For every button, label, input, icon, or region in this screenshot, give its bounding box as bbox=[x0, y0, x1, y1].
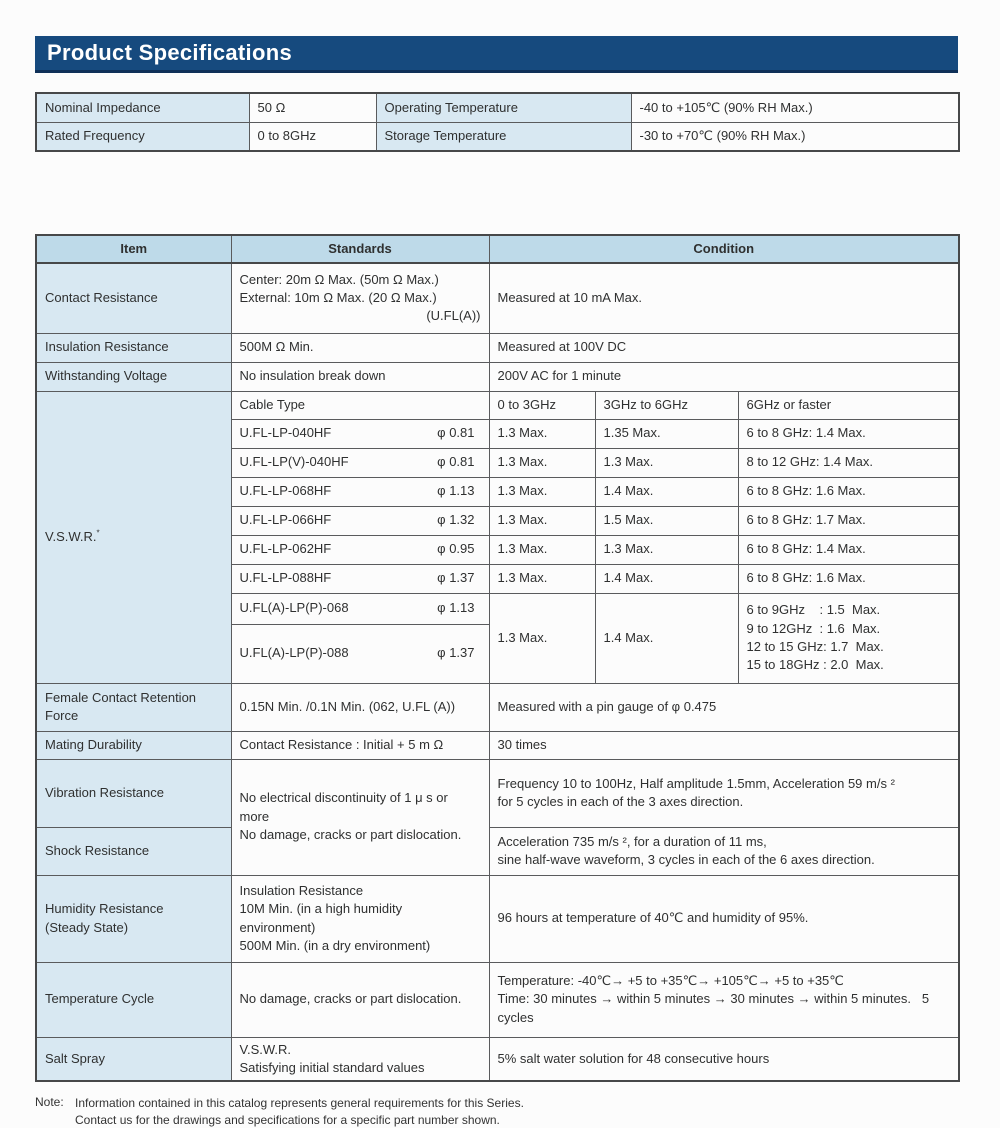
rated-frequency-label: Rated Frequency bbox=[36, 122, 249, 151]
standards-vibration-shock bbox=[231, 759, 489, 875]
row-female-contact-retention bbox=[36, 683, 959, 731]
condition-line: Time: 30 minutes → within 5 minutes → 30 minutes → within 5 minutes. 5 cycles bbox=[497, 991, 933, 1025]
vswr-band2-value: 1.4 Max. bbox=[595, 564, 738, 593]
row-shock-resistance bbox=[36, 827, 959, 875]
item-line: (Steady State) bbox=[45, 919, 129, 935]
column-header-standards: Standards bbox=[231, 235, 489, 263]
vswr-band3-value: 6 to 8 GHz: 1.6 Max. bbox=[738, 477, 959, 506]
cable-diameter: φ 1.13 bbox=[437, 483, 475, 499]
cable-name: U.FL-LP-066HF bbox=[239, 512, 332, 528]
cable-name: U.FL-LP-068HF bbox=[239, 483, 332, 499]
item-line: Humidity Resistance bbox=[45, 901, 164, 917]
item-salt-spray: Salt Spray bbox=[36, 1037, 231, 1081]
spec-header-row bbox=[36, 235, 959, 263]
standards-line: V.S.W.R. bbox=[239, 1041, 292, 1057]
spec-table bbox=[35, 234, 960, 1082]
condition-humidity-resistance: 96 hours at temperature of 40℃ and humidity of 95%. bbox=[489, 875, 959, 962]
item-humidity-resistance bbox=[36, 875, 231, 962]
row-withstanding-voltage bbox=[36, 362, 959, 391]
item-vswr bbox=[36, 391, 231, 683]
footnote-line: Contact us for the drawings and specifications for a specific part number shown. bbox=[75, 1112, 500, 1127]
cable-diameter: φ 1.37 bbox=[437, 645, 475, 661]
vswr-band3-header: 6GHz or faster bbox=[738, 391, 959, 419]
footnote-label: Note: bbox=[35, 1095, 64, 1110]
vswr-cable-cell bbox=[231, 535, 489, 564]
vswr-band1-value: 1.3 Max. bbox=[489, 448, 595, 477]
standards-withstanding-voltage: No insulation break down bbox=[231, 362, 489, 391]
cable-name: U.FL-LP-062HF bbox=[239, 541, 332, 557]
vswr-cable-cell bbox=[231, 448, 489, 477]
vswr-band2-value: 1.4 Max. bbox=[595, 477, 738, 506]
storage-temperature-value: -30 to +70℃ (90% RH Max.) bbox=[631, 122, 959, 151]
vswr-band3-value-merged bbox=[738, 593, 959, 683]
vswr-band2-value: 1.35 Max. bbox=[595, 419, 738, 448]
condition-contact-resistance: Measured at 10 mA Max. bbox=[489, 263, 959, 333]
vswr-band1-value: 1.3 Max. bbox=[489, 535, 595, 564]
standards-line: Satisfying initial standard values bbox=[239, 1059, 425, 1075]
nominal-impedance-label: Nominal Impedance bbox=[36, 93, 249, 122]
vswr-cable-cell bbox=[231, 593, 489, 624]
vswr-band3-value: 6 to 8 GHz: 1.4 Max. bbox=[738, 419, 959, 448]
operating-temperature-label: Operating Temperature bbox=[376, 93, 631, 122]
footnote-line: Information contained in this catalog represents general requirements for this Series. bbox=[75, 1096, 524, 1111]
standards-line: No damage, cracks or part dislocation. bbox=[239, 827, 462, 843]
item-shock-resistance: Shock Resistance bbox=[36, 827, 231, 875]
vswr-band1-value: 1.3 Max. bbox=[489, 477, 595, 506]
condition-line: Temperature: -40℃→ +5 to +35℃→ +105℃→ +5 to +35℃ bbox=[497, 972, 844, 988]
condition-shock-resistance bbox=[489, 827, 959, 875]
condition-mating-durability: 30 times bbox=[489, 731, 959, 759]
item-temperature-cycle: Temperature Cycle bbox=[36, 962, 231, 1037]
standards-female-contact-retention: 0.15N Min. /0.1N Min. (062, U.FL (A)) bbox=[231, 683, 489, 731]
vswr-band3-value: 8 to 12 GHz: 1.4 Max. bbox=[738, 448, 959, 477]
standards-line: Insulation Resistance bbox=[239, 882, 364, 898]
quick-specs-row bbox=[36, 122, 959, 151]
condition-line: Frequency 10 to 100Hz, Half amplitude 1.5mm, Acceleration 59 m/s ² bbox=[497, 775, 895, 791]
condition-temperature-cycle bbox=[489, 962, 959, 1037]
vswr-band1-value: 1.3 Max. bbox=[489, 419, 595, 448]
vswr-band2-value: 1.3 Max. bbox=[595, 535, 738, 564]
cable-diameter: φ 0.95 bbox=[437, 541, 475, 557]
cable-name: U.FL(A)-LP(P)-088 bbox=[239, 645, 349, 661]
condition-withstanding-voltage: 200V AC for 1 minute bbox=[489, 362, 959, 391]
vswr-band3-line: 6 to 9GHz : 1.5 Max. bbox=[746, 602, 881, 618]
vswr-band3-value: 6 to 8 GHz: 1.7 Max. bbox=[738, 506, 959, 535]
nominal-impedance-value: 50 Ω bbox=[249, 93, 376, 122]
standards-mating-durability: Contact Resistance : Initial + 5 m Ω bbox=[231, 731, 489, 759]
condition-female-contact-retention: Measured with a pin gauge of φ 0.475 bbox=[489, 683, 959, 731]
vswr-band3-value: 6 to 8 GHz: 1.6 Max. bbox=[738, 564, 959, 593]
vswr-band3-line: 15 to 18GHz : 2.0 Max. bbox=[746, 657, 884, 673]
condition-line: sine half-wave waveform, 3 cycles in each of the 6 axes direction. bbox=[497, 852, 875, 867]
vswr-cable-type-header: Cable Type bbox=[231, 391, 489, 419]
cable-name: U.FL-LP-040HF bbox=[239, 425, 332, 441]
vswr-cable-cell bbox=[231, 419, 489, 448]
row-vibration-resistance bbox=[36, 759, 959, 827]
vswr-cable-cell bbox=[231, 564, 489, 593]
row-temperature-cycle bbox=[36, 962, 959, 1037]
cable-diameter: φ 0.81 bbox=[437, 454, 475, 470]
cable-name: U.FL-LP(V)-040HF bbox=[239, 454, 349, 470]
row-contact-resistance bbox=[36, 263, 959, 333]
item-vibration-resistance: Vibration Resistance bbox=[36, 759, 231, 827]
item-mating-durability: Mating Durability bbox=[36, 731, 231, 759]
storage-temperature-label: Storage Temperature bbox=[376, 122, 631, 151]
vswr-band2-value: 1.5 Max. bbox=[595, 506, 738, 535]
vswr-band3-value: 6 to 8 GHz: 1.4 Max. bbox=[738, 535, 959, 564]
quick-specs-row bbox=[36, 93, 959, 122]
standards-insulation-resistance: 500M Ω Min. bbox=[231, 333, 489, 362]
vswr-cable-cell bbox=[231, 506, 489, 535]
row-humidity-resistance bbox=[36, 875, 959, 962]
condition-insulation-resistance: Measured at 100V DC bbox=[489, 333, 959, 362]
column-header-item: Item bbox=[36, 235, 231, 263]
standards-line: 10M Min. (in a high humidity environment) bbox=[239, 901, 403, 935]
cable-diameter: φ 1.13 bbox=[437, 600, 475, 616]
vswr-band3-line: 9 to 12GHz : 1.6 Max. bbox=[746, 620, 881, 636]
vswr-band3-line: 12 to 15 GHz: 1.7 Max. bbox=[746, 639, 884, 654]
vswr-band1-header: 0 to 3GHz bbox=[489, 391, 595, 419]
standards-humidity-resistance bbox=[231, 875, 489, 962]
cable-name: U.FL(A)-LP(P)-068 bbox=[239, 600, 349, 616]
condition-salt-spray: 5% salt water solution for 48 consecutive hours bbox=[489, 1037, 959, 1081]
condition-line: for 5 cycles in each of the 3 axes direction. bbox=[497, 794, 744, 809]
row-salt-spray bbox=[36, 1037, 959, 1081]
item-female-contact-retention: Female Contact Retention Force bbox=[36, 683, 231, 731]
row-mating-durability bbox=[36, 731, 959, 759]
vswr-band2-header: 3GHz to 6GHz bbox=[595, 391, 738, 419]
item-withstanding-voltage: Withstanding Voltage bbox=[36, 362, 231, 391]
vswr-band2-value-merged: 1.4 Max. bbox=[595, 593, 738, 683]
vswr-cable-cell bbox=[231, 624, 489, 683]
standards-line: Center: 20m Ω Max. (50m Ω Max.) bbox=[239, 271, 439, 287]
cable-diameter: φ 1.37 bbox=[437, 570, 475, 586]
vswr-cable-cell bbox=[231, 477, 489, 506]
rated-frequency-value: 0 to 8GHz bbox=[249, 122, 376, 151]
vswr-footnote-mark: * bbox=[96, 528, 100, 538]
standards-line: External: 10m Ω Max. (20 Ω Max.) bbox=[239, 290, 437, 306]
standards-line: (U.FL(A)) bbox=[426, 308, 481, 324]
vswr-band2-value: 1.3 Max. bbox=[595, 448, 738, 477]
row-vswr-subheader bbox=[36, 391, 959, 419]
footnote bbox=[35, 1095, 958, 1127]
vswr-band1-value-merged: 1.3 Max. bbox=[489, 593, 595, 683]
page-title: Product Specifications bbox=[47, 40, 292, 65]
standards-salt-spray bbox=[231, 1037, 489, 1081]
quick-specs-table bbox=[35, 92, 960, 152]
operating-temperature-value: -40 to +105℃ (90% RH Max.) bbox=[631, 93, 959, 122]
page-title-banner bbox=[35, 36, 958, 73]
vswr-label: V.S.W.R. bbox=[45, 528, 97, 544]
condition-vibration-resistance bbox=[489, 759, 959, 827]
footnote-lines bbox=[75, 1095, 524, 1127]
standards-line: 500M Min. (in a dry environment) bbox=[239, 937, 431, 953]
cable-diameter: φ 1.32 bbox=[437, 512, 475, 528]
condition-line: Acceleration 735 m/s ², for a duration of 11 ms, bbox=[497, 833, 767, 849]
vswr-band1-value: 1.3 Max. bbox=[489, 506, 595, 535]
vswr-band1-value: 1.3 Max. bbox=[489, 564, 595, 593]
column-header-condition: Condition bbox=[489, 235, 959, 263]
item-insulation-resistance: Insulation Resistance bbox=[36, 333, 231, 362]
cable-diameter: φ 0.81 bbox=[437, 425, 475, 441]
standards-temperature-cycle: No damage, cracks or part dislocation. bbox=[231, 962, 489, 1037]
standards-line: No electrical discontinuity of 1 μ s or more bbox=[239, 790, 448, 824]
row-insulation-resistance bbox=[36, 333, 959, 362]
standards-contact-resistance bbox=[231, 263, 489, 333]
cable-name: U.FL-LP-088HF bbox=[239, 570, 332, 586]
item-contact-resistance: Contact Resistance bbox=[36, 263, 231, 333]
